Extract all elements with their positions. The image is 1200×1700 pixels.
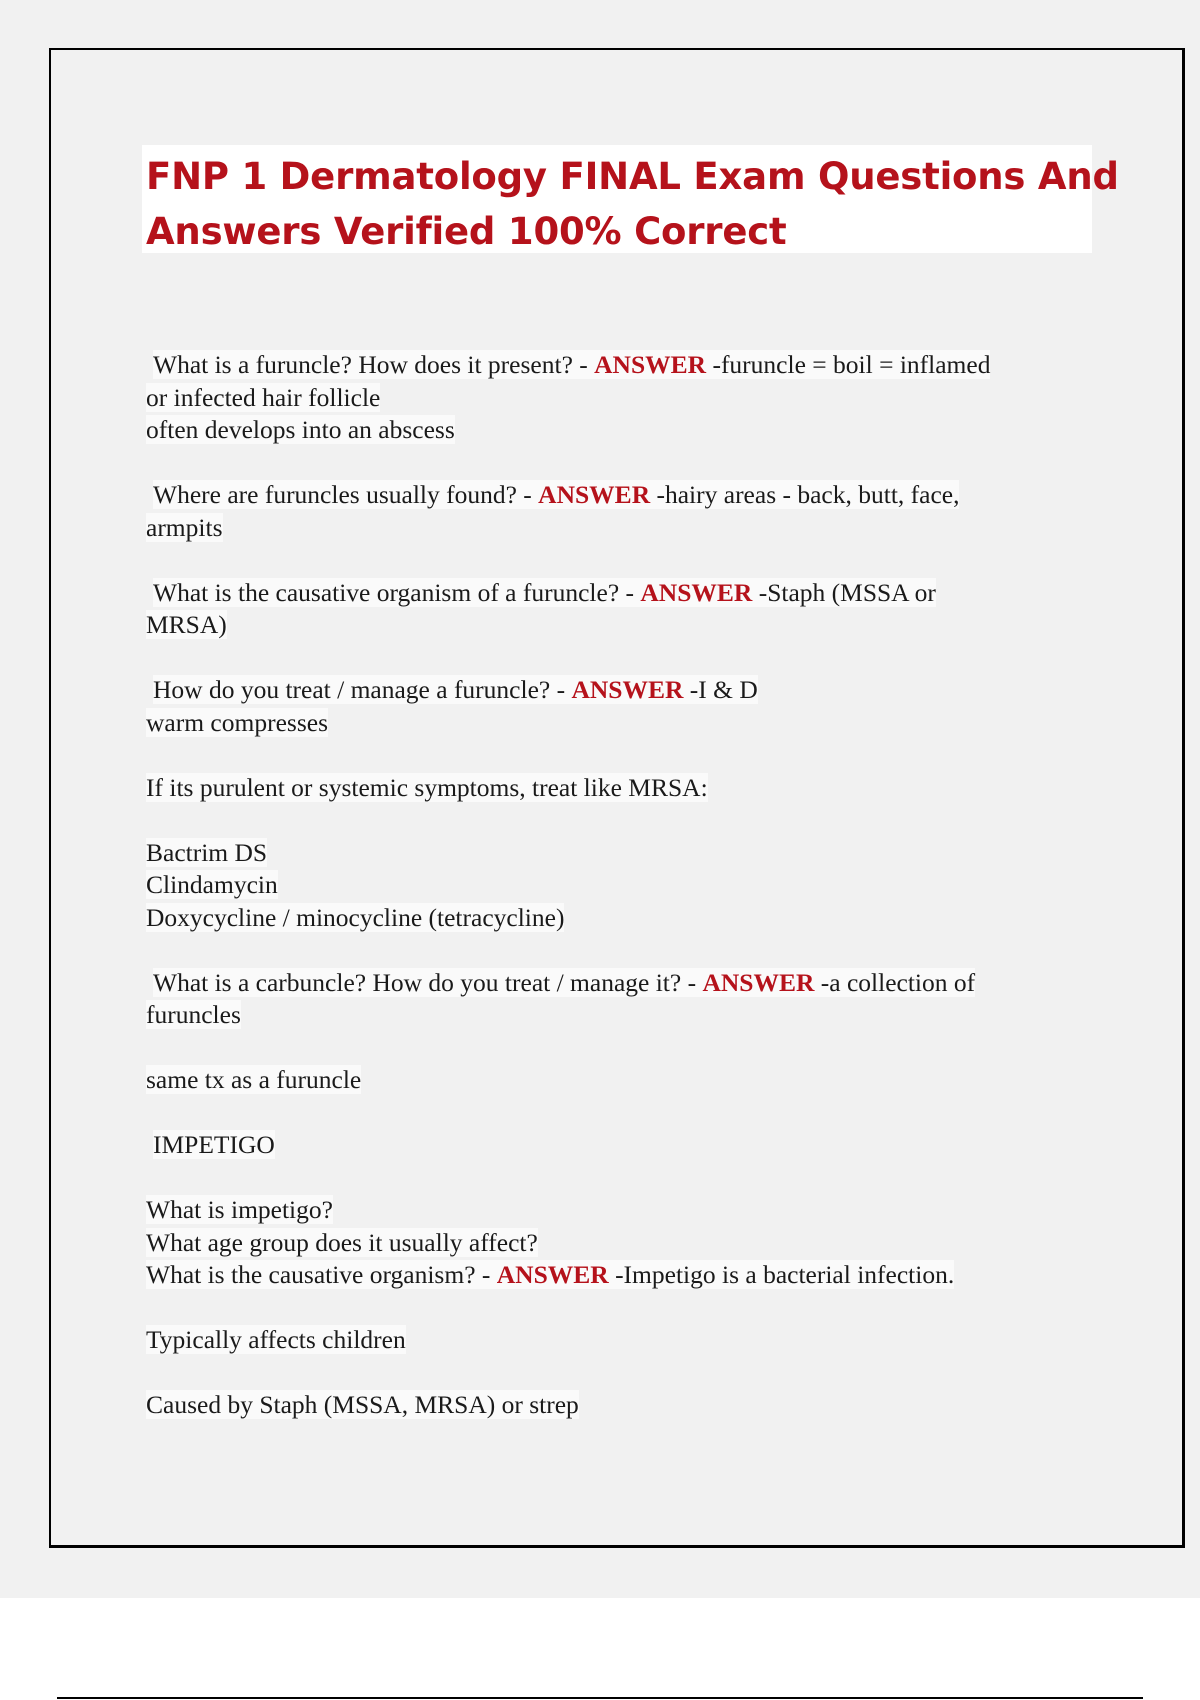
- impetigo-note-cause: [146, 1389, 1091, 1422]
- answer-text: -Staph (MSSA or: [758, 577, 936, 607]
- answer-line: warm compresses: [146, 707, 328, 737]
- answer-line: or infected hair follicle: [146, 382, 381, 412]
- question-line: What age group does it usually affect?: [146, 1227, 538, 1257]
- answer-label: ANSWER: [538, 480, 651, 509]
- document-title-line-2: Answers Verified 100% Correct: [146, 210, 787, 253]
- qa-item-furuncle-definition: [146, 349, 1091, 447]
- question-text: What is the causative organism? -: [146, 1260, 491, 1289]
- question-text: What is a carbuncle? How do you treat / manage it? -: [153, 967, 697, 997]
- drug-item: Doxycycline / minocycline (tetracycline): [146, 902, 565, 932]
- document-title-line-1: FNP 1 Dermatology FINAL Exam Questions And: [146, 155, 1119, 198]
- title-box: [142, 145, 1119, 253]
- note-line: If its purulent or systemic symptoms, treat like MRSA:: [146, 772, 708, 802]
- note-line: Caused by Staph (MSSA, MRSA) or strep: [146, 1390, 579, 1419]
- note-line: Typically affects children: [146, 1325, 406, 1354]
- answer-label: ANSWER: [702, 967, 815, 997]
- document-body: [146, 349, 1091, 1454]
- question-line: [146, 1259, 1091, 1292]
- answer-label: ANSWER: [594, 350, 707, 379]
- qa-item-carbuncle: [146, 967, 1091, 1032]
- question-line: [146, 577, 1091, 610]
- answer-text: -a collection of: [820, 967, 976, 997]
- answer-line: furuncles: [146, 1000, 241, 1029]
- question-line: [146, 479, 1091, 512]
- answer-line: MRSA): [146, 610, 227, 639]
- answer-line: often develops into an abscess: [146, 415, 455, 444]
- qa-item-furuncle-treatment: [146, 674, 1091, 739]
- drug-item: Clindamycin: [146, 870, 278, 899]
- qa-item-furuncle-location: [146, 479, 1091, 544]
- qa-item-impetigo: [146, 1194, 1091, 1292]
- impetigo-note-age: [146, 1324, 1091, 1357]
- question-text: How do you treat / manage a furuncle? -: [153, 675, 566, 704]
- footer-divider: [57, 1697, 1143, 1699]
- question-text: What is a furuncle? How does it present? -: [153, 350, 588, 379]
- question-line: [146, 674, 1091, 707]
- question-text: What is the causative organism of a furuncle? -: [153, 577, 635, 607]
- section-heading-impetigo: [146, 1129, 1091, 1162]
- answer-text: -furuncle = boil = inflamed: [712, 350, 991, 379]
- answer-text: -Impetigo is a bacterial infection.: [615, 1260, 955, 1289]
- section-heading: IMPETIGO: [153, 1130, 275, 1159]
- carbuncle-note: [146, 1064, 1091, 1097]
- drug-item: Bactrim DS: [146, 837, 268, 867]
- answer-text: -I & D: [689, 675, 758, 704]
- question-line: [146, 967, 1091, 1000]
- drug-list: [146, 837, 1091, 935]
- answer-label: ANSWER: [640, 577, 753, 607]
- answer-line: armpits: [146, 512, 223, 542]
- question-text: Where are furuncles usually found? -: [153, 480, 532, 509]
- answer-text: -hairy areas - back, butt, face,: [656, 480, 960, 509]
- note-line: same tx as a furuncle: [146, 1065, 362, 1094]
- treatment-note: [146, 772, 1091, 805]
- answer-label: ANSWER: [571, 675, 684, 704]
- qa-item-furuncle-organism: [146, 577, 1091, 642]
- question-line: What is impetigo?: [146, 1195, 333, 1224]
- answer-label: ANSWER: [496, 1260, 609, 1289]
- question-line: [146, 349, 1091, 382]
- document-title: [146, 149, 1119, 259]
